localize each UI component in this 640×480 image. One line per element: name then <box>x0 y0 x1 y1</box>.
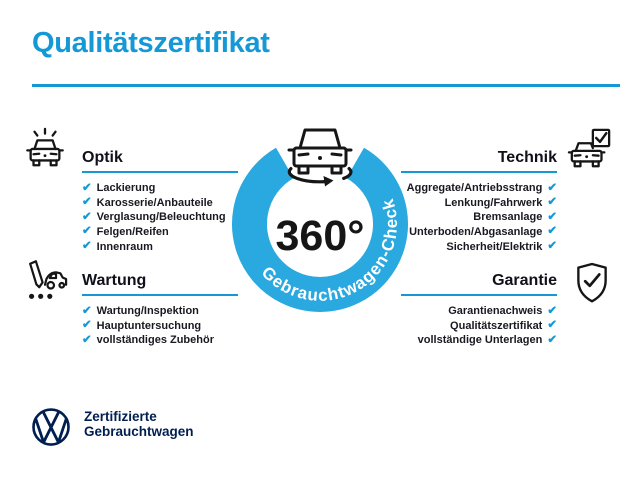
checklist-item <box>401 181 557 196</box>
checklist-item-label: vollständiges Zubehör <box>96 334 214 347</box>
checklist-item <box>82 210 238 225</box>
checklist-item-label: Unterboden/Abgasanlage <box>409 226 543 239</box>
car-shine-icon <box>22 126 68 170</box>
checklist-item-label: Karosserie/Anbauteile <box>96 196 213 209</box>
checklist-item-label: Verglasung/Beleuchtung <box>96 211 226 224</box>
check-icon: ✔ <box>82 181 92 194</box>
section-technik <box>401 149 557 254</box>
check-icon: ✔ <box>547 210 557 223</box>
checklist-item-label: Lenkung/Fahrwerk <box>444 196 543 209</box>
checklist-item <box>401 239 557 254</box>
check-icon: ✔ <box>547 333 557 346</box>
garantie-checklist <box>401 304 557 348</box>
check-icon: ✔ <box>82 304 92 317</box>
technik-checklist <box>401 181 557 254</box>
section-garantie-title: Garantie <box>401 272 557 296</box>
section-optik-title: Optik <box>82 149 238 173</box>
checklist-item <box>82 319 238 334</box>
check-icon: ✔ <box>82 196 92 209</box>
checklist-item <box>401 319 557 334</box>
brand-claim-line2: Gebrauchtwagen <box>84 423 194 439</box>
check-icon: ✔ <box>547 225 557 238</box>
checklist-item-label: Garantienachweis <box>448 305 543 318</box>
checklist-item <box>82 333 238 348</box>
car-checkbox-icon <box>567 127 613 171</box>
section-optik <box>82 149 238 254</box>
checklist-item <box>401 210 557 225</box>
checklist-item <box>82 181 238 196</box>
car-360-rotation-icon <box>289 130 351 187</box>
check-icon: ✔ <box>547 239 557 252</box>
shield-check-icon <box>572 261 612 307</box>
360-check-badge <box>220 112 420 327</box>
optik-checklist <box>82 181 238 254</box>
checklist-item <box>401 225 557 240</box>
checklist-item <box>401 333 557 348</box>
wartung-checklist <box>82 304 238 348</box>
checklist-item-label: vollständige Unterlagen <box>417 334 543 347</box>
checklist-item-label: Qualitätszertifikat <box>450 319 543 332</box>
badge-ring-label: Gebrauchtwagen-Check <box>257 196 401 305</box>
checklist-item <box>82 239 238 254</box>
section-wartung <box>82 272 238 348</box>
checklist-item <box>82 196 238 211</box>
vw-logo <box>30 406 72 448</box>
brand-claim-line1: Zertifizierte <box>84 409 157 424</box>
check-icon: ✔ <box>82 333 92 346</box>
check-icon: ✔ <box>547 181 557 194</box>
check-icon: ✔ <box>547 319 557 332</box>
section-technik-title: Technik <box>401 149 557 173</box>
check-icon: ✔ <box>82 319 92 332</box>
check-icon: ✔ <box>547 196 557 209</box>
checklist-item-label: Sicherheit/Elektrik <box>446 240 543 253</box>
section-wartung-title: Wartung <box>82 272 238 296</box>
check-icon: ✔ <box>82 239 92 252</box>
checklist-item-label: Lackierung <box>96 182 156 195</box>
checklist-item-label: Bremsanlage <box>473 211 543 224</box>
checklist-item-label: Aggregate/Antriebsstrang <box>406 182 543 195</box>
checklist-item-label: Innenraum <box>96 240 153 253</box>
section-garantie <box>401 272 557 348</box>
check-icon: ✔ <box>82 225 92 238</box>
checklist-item <box>401 196 557 211</box>
page-title: Qualitätszertifikat <box>32 27 270 59</box>
checklist-item-label: Hauptuntersuchung <box>96 319 202 332</box>
title-divider <box>32 84 620 87</box>
checklist-item <box>401 304 557 319</box>
check-icon: ✔ <box>82 210 92 223</box>
checklist-item-label: Felgen/Reifen <box>96 226 169 239</box>
check-icon: ✔ <box>547 304 557 317</box>
checklist-item <box>82 304 238 319</box>
badge-value: 360° <box>275 212 365 260</box>
service-checklist-icon <box>22 257 68 303</box>
checklist-item <box>82 225 238 240</box>
brand-claim <box>84 410 194 439</box>
checklist-item-label: Wartung/Inspektion <box>96 305 199 318</box>
